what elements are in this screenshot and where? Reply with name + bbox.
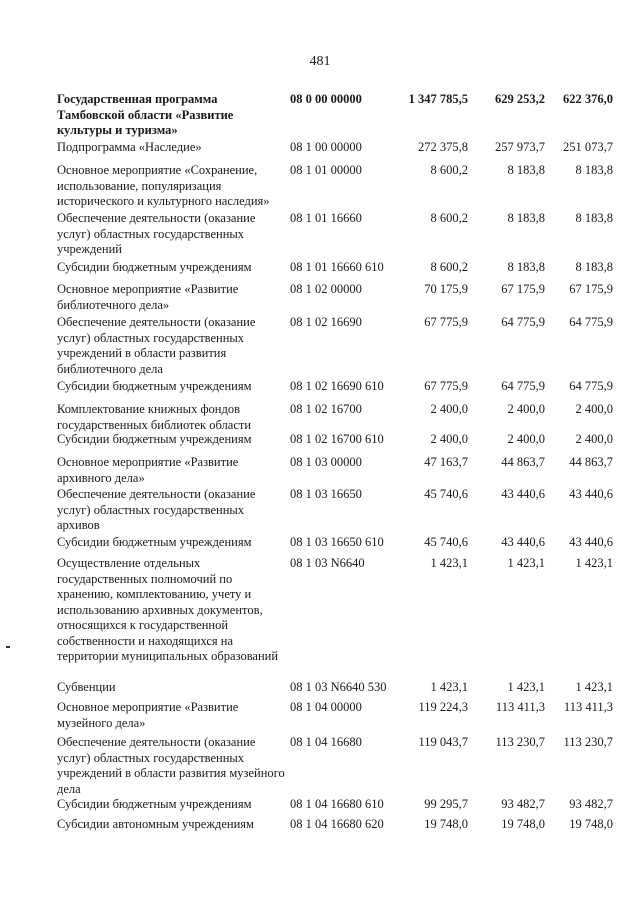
row-name: Субсидии автономным учреждениям <box>57 817 254 831</box>
row-value-3: 2 400,0 <box>575 432 613 446</box>
row-code: 08 1 04 16680 <box>290 735 362 749</box>
row-value-3: 93 482,7 <box>569 797 613 811</box>
row-value-1: 1 347 785,5 <box>408 92 468 106</box>
row-value-3: 64 775,9 <box>569 379 613 393</box>
row-value-2: 629 253,2 <box>495 92 545 106</box>
row-value-1: 272 375,8 <box>418 140 468 154</box>
row-code: 08 1 04 00000 <box>290 700 362 714</box>
row-name: Осуществление отдельных государственных полномочий по хранению, комплектованию, учету и использованию архивных документов, относящихся к государственной собственности и находящихся на территории муниципальных образований <box>57 556 279 663</box>
row-value-2: 1 423,1 <box>507 556 545 570</box>
row-name: Субсидии бюджетным учреждениям <box>57 797 252 811</box>
row-value-2: 2 400,0 <box>507 402 545 416</box>
row-value-1: 1 423,1 <box>430 556 468 570</box>
row-value-3: 2 400,0 <box>575 402 613 416</box>
row-value-1: 8 600,2 <box>430 163 468 177</box>
row-value-1: 70 175,9 <box>424 282 468 296</box>
row-value-1: 45 740,6 <box>424 535 468 549</box>
page-number: 481 <box>309 54 331 69</box>
row-code: 08 1 04 16680 610 <box>290 797 384 811</box>
row-value-3: 19 748,0 <box>569 817 613 831</box>
row-name: Обеспечение деятельности (оказание услуг) областных государственных учреждений в области развития музейного дела <box>57 735 285 796</box>
row-name: Основное мероприятие «Развитие архивного дела» <box>57 455 239 485</box>
row-value-2: 64 775,9 <box>501 315 545 329</box>
row-value-2: 64 775,9 <box>501 379 545 393</box>
row-code: 08 1 03 16650 610 <box>290 535 384 549</box>
row-code: 08 1 02 16700 610 <box>290 432 384 446</box>
row-value-2: 67 175,9 <box>501 282 545 296</box>
row-code: 08 1 01 16660 610 <box>290 260 384 274</box>
row-code: 08 1 03 16650 <box>290 487 362 501</box>
row-value-3: 43 440,6 <box>569 487 613 501</box>
row-code: 08 1 01 16660 <box>290 211 362 225</box>
row-code: 08 1 03 00000 <box>290 455 362 469</box>
row-value-1: 67 775,9 <box>424 379 468 393</box>
row-value-3: 8 183,8 <box>575 211 613 225</box>
row-value-3: 8 183,8 <box>575 260 613 274</box>
row-name: Обеспечение деятельности (оказание услуг) областных государственных учреждений в области развития библиотечного дела <box>57 315 256 376</box>
row-value-1: 8 600,2 <box>430 211 468 225</box>
row-value-3: 113 411,3 <box>563 700 613 714</box>
row-value-2: 1 423,1 <box>507 680 545 694</box>
row-value-3: 64 775,9 <box>569 315 613 329</box>
row-value-1: 47 163,7 <box>424 455 468 469</box>
row-name: Субвенции <box>57 680 116 694</box>
row-value-2: 113 411,3 <box>495 700 545 714</box>
row-code: 08 1 02 16690 610 <box>290 379 384 393</box>
row-value-2: 2 400,0 <box>507 432 545 446</box>
row-value-2: 8 183,8 <box>507 163 545 177</box>
margin-mark <box>6 646 10 648</box>
row-name: Обеспечение деятельности (оказание услуг) областных государственных учреждений <box>57 211 256 256</box>
row-code: 08 0 00 00000 <box>290 92 362 106</box>
row-value-1: 119 224,3 <box>418 700 468 714</box>
row-code: 08 1 01 00000 <box>290 163 362 177</box>
row-value-3: 251 073,7 <box>563 140 613 154</box>
row-value-2: 44 863,7 <box>501 455 545 469</box>
row-code: 08 1 02 16700 <box>290 402 362 416</box>
row-value-3: 44 863,7 <box>569 455 613 469</box>
row-code: 08 1 03 N6640 <box>290 556 365 570</box>
row-value-2: 43 440,6 <box>501 487 545 501</box>
row-value-1: 67 775,9 <box>424 315 468 329</box>
row-name: Государственная программа Тамбовской области «Развитие культуры и туризма» <box>57 92 234 137</box>
row-name: Основное мероприятие «Сохранение, использование, популяризация исторического и культурного наследия» <box>57 163 270 208</box>
row-value-3: 67 175,9 <box>569 282 613 296</box>
row-value-2: 93 482,7 <box>501 797 545 811</box>
row-value-1: 8 600,2 <box>430 260 468 274</box>
row-value-3: 113 230,7 <box>563 735 613 749</box>
row-value-2: 8 183,8 <box>507 211 545 225</box>
row-code: 08 1 00 00000 <box>290 140 362 154</box>
row-value-1: 1 423,1 <box>430 680 468 694</box>
row-value-1: 119 043,7 <box>418 735 468 749</box>
row-value-2: 113 230,7 <box>495 735 545 749</box>
row-value-2: 19 748,0 <box>501 817 545 831</box>
row-name: Подпрограмма «Наследие» <box>57 140 202 154</box>
row-value-3: 8 183,8 <box>575 163 613 177</box>
row-name: Обеспечение деятельности (оказание услуг) областных государственных архивов <box>57 487 256 532</box>
row-code: 08 1 03 N6640 530 <box>290 680 387 694</box>
row-value-3: 1 423,1 <box>575 680 613 694</box>
row-code: 08 1 02 16690 <box>290 315 362 329</box>
row-name: Субсидии бюджетным учреждениям <box>57 260 252 274</box>
row-value-1: 45 740,6 <box>424 487 468 501</box>
row-name: Основное мероприятие «Развитие библиотечного дела» <box>57 282 239 312</box>
row-value-1: 19 748,0 <box>424 817 468 831</box>
row-value-3: 622 376,0 <box>563 92 613 106</box>
row-name: Основное мероприятие «Развитие музейного дела» <box>57 700 239 730</box>
row-value-3: 43 440,6 <box>569 535 613 549</box>
row-name: Субсидии бюджетным учреждениям <box>57 535 252 549</box>
row-name: Субсидии бюджетным учреждениям <box>57 379 252 393</box>
row-value-1: 99 295,7 <box>424 797 468 811</box>
row-value-2: 43 440,6 <box>501 535 545 549</box>
row-value-3: 1 423,1 <box>575 556 613 570</box>
row-value-1: 2 400,0 <box>430 432 468 446</box>
row-name: Комплектование книжных фондов государственных библиотек области <box>57 402 252 432</box>
row-code: 08 1 02 00000 <box>290 282 362 296</box>
row-value-2: 8 183,8 <box>507 260 545 274</box>
row-value-2: 257 973,7 <box>495 140 545 154</box>
row-value-1: 2 400,0 <box>430 402 468 416</box>
row-name: Субсидии бюджетным учреждениям <box>57 432 252 446</box>
row-code: 08 1 04 16680 620 <box>290 817 384 831</box>
